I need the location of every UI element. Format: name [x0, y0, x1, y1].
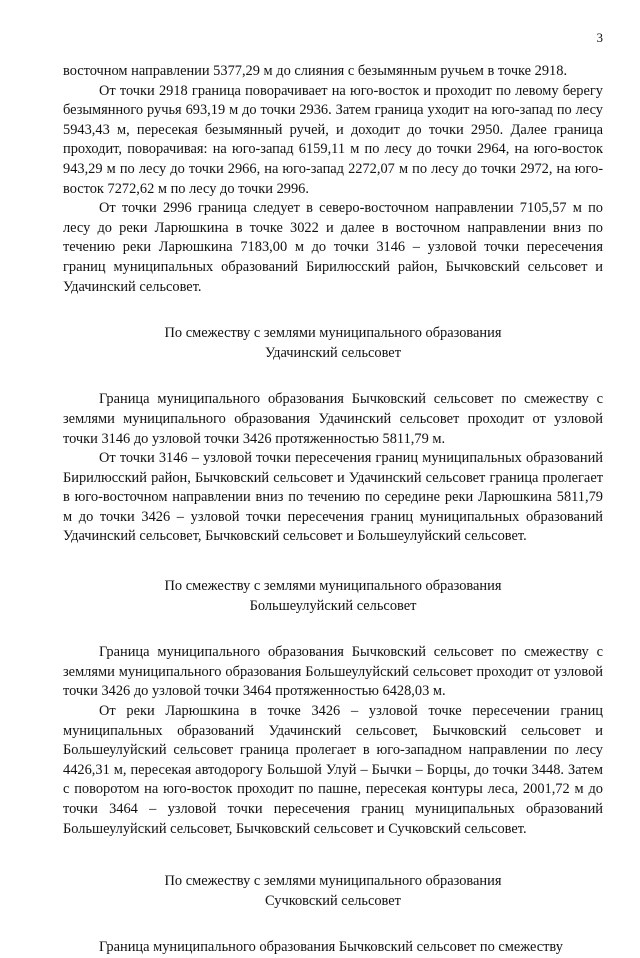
section-heading-title: По смежеству с землями муниципального образования: [164, 873, 502, 890]
section-heading-subtitle: Сучковский сельсовет: [265, 892, 401, 909]
page-number: 3: [596, 30, 603, 45]
section-heading-suchkovsky: [63, 872, 603, 911]
document-body: [63, 62, 603, 958]
paragraph: Граница муниципального образования Бычковский сельсовет по смежеству с землями муниципального образования Удачинский сельсовет проходит от узловой точки 3146 до узловой точки 3426 протяженностью 5811,79 м.: [63, 391, 603, 447]
section-heading-udachinsky: [63, 324, 603, 363]
paragraph: От точки 2996 граница следует в северо-восточном направлении 7105,57 м по лесу до реки Ларюшкина в точке 3022 и далее в восточном направлении вниз по течению реки Ларюшкина 7183,00 м до точки 3146 – узловой точки пересечения границ муниципальных образований Бирилюсский район, Бычковский сельсовет и Удачинский сельсовет.: [63, 200, 603, 295]
section-heading-title: По смежеству с землями муниципального образования: [164, 325, 502, 342]
paragraph: От точки 3146 – узловой точки пересечения границ муниципальных образований Бирилюсский район, Бычковский сельсовет и Удачинский сельсовет граница пролегает в юго-восточном направлении вниз по течению по середине реки Ларюшкина 5811,79 м до точки 3426 – узловой точки пересечения границ муниципальных образований Удачинский сельсовет, Бычковский сельсовет и Большеулуйский сельсовет.: [63, 450, 603, 545]
section-heading-subtitle: Удачинский сельсовет: [265, 344, 401, 361]
paragraph: От точки 2918 граница поворачивает на юго-восток и проходит по левому берегу безымянного ручья 693,19 м до точки 2936. Затем граница уходит на юго-запад по лесу 5943,43 м, пересекая безымянный ручей, и доходит до точки 2950. Далее граница проходит, поворачивая: на юго-запад 6159,11 м по лесу до точки 2964, на юго-восток 943,29 м по лесу до точки 2966, на юго-запад 2272,07 м по лесу до точки 2972, на юго-восток 7272,62 м по лесу до точки 2996.: [63, 82, 603, 197]
section-heading-title: По смежеству с землями муниципального образования: [164, 578, 502, 595]
paragraph-continuation: восточном направлении 5377,29 м до слияния с безымянным ручьем в точке 2918.: [63, 63, 568, 79]
paragraph: Граница муниципального образования Бычковский сельсовет по смежеству с землями муниципального образования Большеулуйский сельсовет проходит от узловой точки 3426 до узловой точки 3464 протяженностью 6428,03 м.: [63, 644, 603, 700]
section-heading-subtitle: Большеулуйский сельсовет: [249, 597, 417, 614]
section-heading-bolsheuluysky: [63, 577, 603, 616]
paragraph: От реки Ларюшкина в точке 3426 – узловой точке пересечении границ муниципальных образований Удачинский сельсовет, Бычковский сельсовет и Большеулуйский сельсовет граница пролегает в юго-западном направлении по лесу 4426,31 м, пересекая автодорогу Большой Улуй – Бычки – Борцы, до точки 3448. Затем с поворотом на юго-восток проходит по пашне, пересекая контуры леса, 2001,72 м до точки 3464 – узловой точки пересечения границ муниципальных образований Большеулуйский сельсовет, Бычковский сельсовет и Сучковский сельсовет.: [63, 703, 603, 837]
paragraph-truncated: Граница муниципального образования Бычковский сельсовет по смежеству: [99, 939, 563, 956]
